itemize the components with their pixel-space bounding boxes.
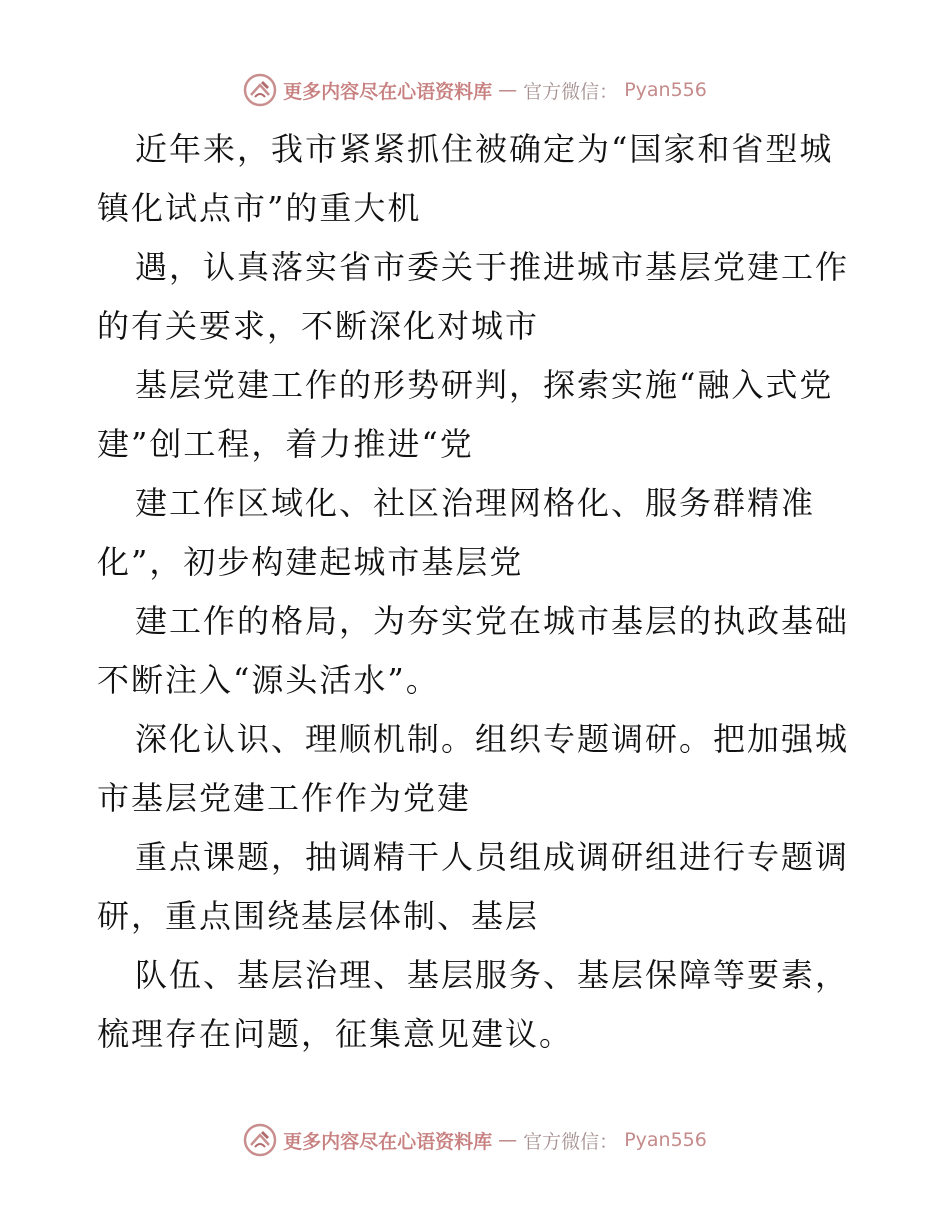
watermark-separator: — (498, 79, 518, 101)
header-watermark (0, 70, 950, 110)
paragraph: 重点课题，抽调精干人员组成调研组进行专题调研，重点围绕基层体制、基层 (97, 838, 850, 935)
paragraph: 近年来，我市紧紧抓住被确定为“国家和省型城镇化试点市”的重大机 (97, 130, 834, 227)
paragraph: 建工作区域化、社区治理网格化、服务群精准化”，初步构建起城市基层党 (97, 484, 816, 581)
watermark-label: 官方微信： (523, 1130, 619, 1153)
watermark-brand-text: 更多内容尽在心语资料库 (283, 1130, 493, 1153)
paragraph: 遇，认真落实省市委关于推进城市基层党建工作的有关要求，不断深化对城市 (97, 248, 850, 345)
watermark-wechat-id: Pyan556 (624, 1129, 707, 1151)
book-pen-logo-icon (243, 1123, 277, 1157)
book-pen-logo-icon (243, 73, 277, 107)
footer-watermark (0, 1120, 950, 1160)
paragraph: 基层党建工作的形势研判，探索实施“融入式党建”创工程，着力推进“党 (97, 366, 834, 463)
watermark-wechat-id: Pyan556 (624, 79, 707, 101)
watermark-separator: — (498, 1129, 518, 1151)
watermark-label: 官方微信： (523, 80, 619, 103)
document-body (97, 120, 857, 1064)
paragraph: 建工作的格局，为夯实党在城市基层的执政基础不断注入“源头活水”。 (97, 602, 850, 699)
watermark-brand-text: 更多内容尽在心语资料库 (283, 80, 493, 103)
paragraph: 队伍、基层治理、基层服务、基层保障等要素，梳理存在问题，征集意见建议。 (97, 956, 850, 1053)
paragraph: 深化认识、理顺机制。组织专题调研。把加强城市基层党建工作作为党建 (97, 720, 850, 817)
